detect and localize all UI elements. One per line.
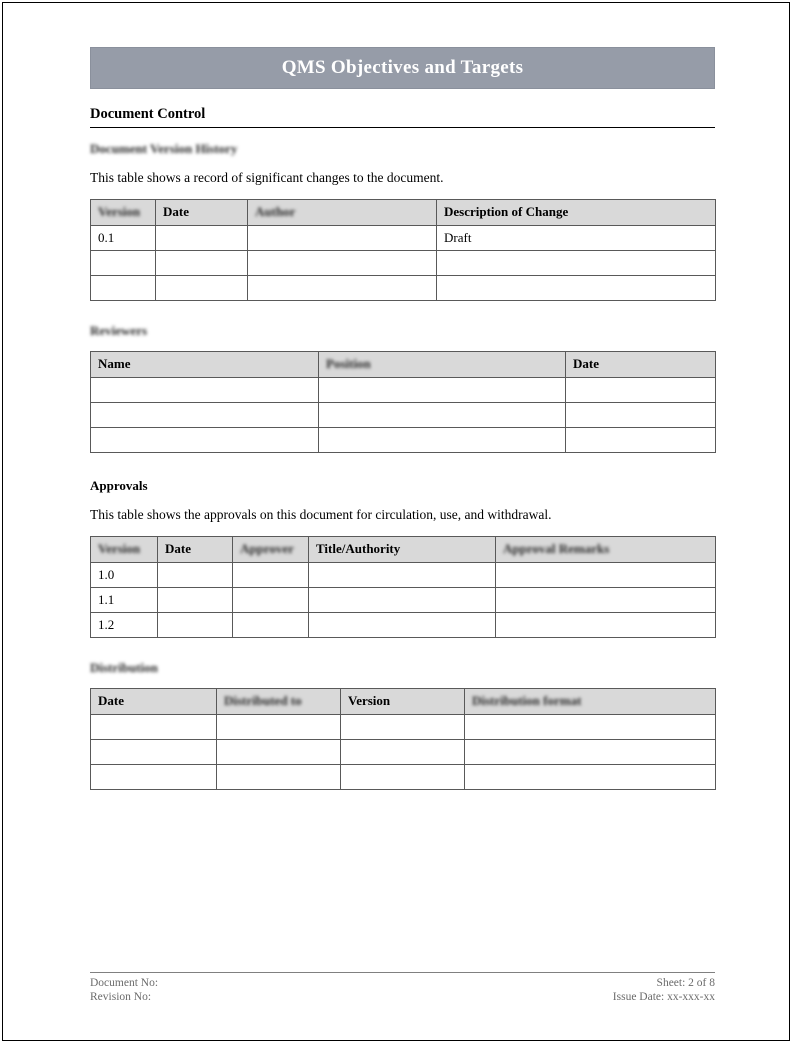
reviewers-table [90, 351, 716, 453]
cell-author[interactable] [248, 275, 437, 300]
table-row [91, 587, 716, 612]
cell-date[interactable] [566, 427, 716, 452]
table-row [91, 612, 716, 637]
column-header-version-text: Version [98, 204, 141, 220]
cell-version[interactable]: 0.1 [91, 225, 156, 250]
column-header-version: Version [341, 688, 465, 714]
cell-distribution-format[interactable] [465, 764, 716, 789]
table-row [91, 402, 716, 427]
table-row [91, 739, 716, 764]
approvals-intro-text: This table shows the approvals on this document for circulation, use, and withdrawal. [90, 506, 552, 522]
table-header-row [91, 199, 716, 225]
column-header-date: Date [156, 199, 248, 225]
version-history-table [90, 199, 716, 301]
cell-version[interactable] [341, 739, 465, 764]
footer-sheet-number: Sheet: 2 of 8 [656, 977, 715, 989]
section-heading-version-history [90, 141, 715, 157]
cell-date[interactable] [91, 764, 217, 789]
cell-version[interactable] [341, 714, 465, 739]
cell-name[interactable] [91, 427, 319, 452]
footer-issue-date: Issue Date: xx-xxx-xx [612, 991, 715, 1004]
column-header-version [91, 199, 156, 225]
column-header-approver-text: Approver [240, 541, 294, 557]
cell-date[interactable] [566, 377, 716, 402]
footer-right [613, 976, 715, 1005]
cell-approver[interactable] [233, 587, 309, 612]
footer-left [90, 976, 158, 1005]
cell-description[interactable]: Draft [437, 225, 716, 250]
column-header-distributed-to-text: Distributed to [224, 693, 302, 709]
table-header-row [91, 351, 716, 377]
column-header-author-text: Author [255, 204, 296, 220]
footer-document-no: Document No: [90, 977, 159, 989]
cell-date[interactable] [156, 250, 248, 275]
section-heading-approvals: Approvals [90, 477, 148, 493]
section-heading-document-control: Document Control [90, 106, 715, 128]
cell-author[interactable] [248, 225, 437, 250]
cell-version[interactable]: 1.1 [91, 587, 158, 612]
distribution-heading-text: Distribution [90, 659, 158, 675]
cell-name[interactable] [91, 377, 319, 402]
column-header-distribution-format [465, 688, 716, 714]
cell-description[interactable] [437, 250, 716, 275]
column-header-position [319, 351, 566, 377]
cell-position[interactable] [319, 402, 566, 427]
column-header-title-authority: Title/Authority [309, 536, 496, 562]
column-header-approval-remarks-text: Approval Remarks [503, 541, 610, 557]
column-header-version [91, 536, 158, 562]
column-header-version-text: Version [98, 541, 141, 557]
cell-position[interactable] [319, 377, 566, 402]
distribution-table [90, 688, 716, 790]
document-title-banner [90, 47, 715, 89]
table-row [91, 225, 716, 250]
table-row [91, 562, 716, 587]
column-header-distribution-format-text: Distribution format [472, 693, 582, 709]
cell-approver[interactable] [233, 612, 309, 637]
column-header-date: Date [158, 536, 233, 562]
document-content [90, 0, 715, 790]
column-header-distributed-to [217, 688, 341, 714]
cell-approval-remarks[interactable] [496, 562, 716, 587]
cell-date[interactable] [156, 225, 248, 250]
table-header-row [91, 536, 716, 562]
cell-version[interactable]: 1.2 [91, 612, 158, 637]
cell-approval-remarks[interactable] [496, 587, 716, 612]
cell-approver[interactable] [233, 562, 309, 587]
cell-approval-remarks[interactable] [496, 612, 716, 637]
column-header-date: Date [91, 688, 217, 714]
cell-date[interactable] [91, 714, 217, 739]
table-header-row [91, 688, 716, 714]
column-header-author [248, 199, 437, 225]
table-row [91, 250, 716, 275]
table-row [91, 764, 716, 789]
cell-version[interactable] [341, 764, 465, 789]
section-heading-distribution [90, 660, 715, 676]
table-row [91, 714, 716, 739]
cell-date[interactable] [566, 402, 716, 427]
cell-title-authority[interactable] [309, 587, 496, 612]
column-header-approval-remarks [496, 536, 716, 562]
cell-description[interactable] [437, 275, 716, 300]
cell-distribution-format[interactable] [465, 739, 716, 764]
table-row [91, 377, 716, 402]
column-header-position-text: Position [326, 356, 371, 372]
cell-distributed-to[interactable] [217, 714, 341, 739]
cell-date[interactable] [91, 739, 217, 764]
column-header-approver [233, 536, 309, 562]
table-row [91, 275, 716, 300]
footer-revision-no: Revision No: [90, 991, 152, 1004]
reviewers-heading-text: Reviewers [90, 322, 148, 338]
cell-date[interactable] [158, 587, 233, 612]
cell-position[interactable] [319, 427, 566, 452]
cell-author[interactable] [248, 250, 437, 275]
cell-date[interactable] [156, 275, 248, 300]
cell-distributed-to[interactable] [217, 764, 341, 789]
cell-date[interactable] [158, 612, 233, 637]
column-header-date: Date [566, 351, 716, 377]
cell-name[interactable] [91, 402, 319, 427]
cell-distribution-format[interactable] [465, 714, 716, 739]
cell-version[interactable] [91, 250, 156, 275]
table-row [91, 427, 716, 452]
cell-date[interactable] [158, 562, 233, 587]
page-footer [90, 972, 715, 1005]
version-history-heading-text: Document Version History [90, 141, 238, 156]
column-header-description-of-change: Description of Change [437, 199, 716, 225]
cell-version[interactable]: 1.0 [91, 562, 158, 587]
cell-title-authority[interactable] [309, 612, 496, 637]
section-heading-reviewers [90, 323, 715, 339]
approvals-table [90, 536, 716, 638]
cell-distributed-to[interactable] [217, 739, 341, 764]
document-title: QMS Objectives and Targets [281, 57, 524, 78]
cell-version[interactable] [91, 275, 156, 300]
version-history-intro-text: This table shows a record of significant changes to the document. [90, 170, 444, 185]
column-header-name: Name [91, 351, 319, 377]
cell-title-authority[interactable] [309, 562, 496, 587]
